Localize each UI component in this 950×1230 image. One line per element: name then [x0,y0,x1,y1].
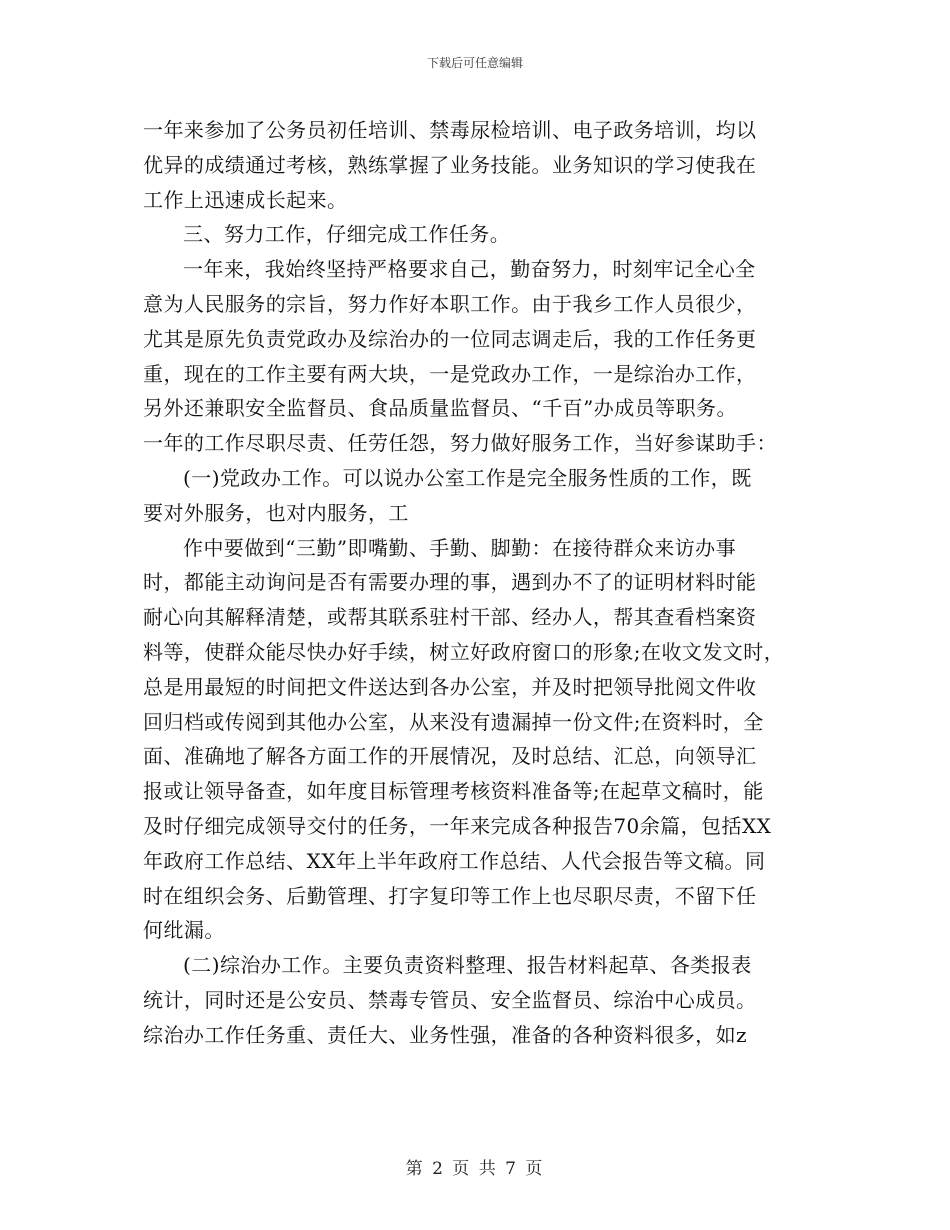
body-line: 年政府工作总结、XX年上半年政府工作总结、人代会报告等文稿。同 [143,848,766,873]
body-line: 一年的工作尽职尽责、任劳任怨，努力做好服务工作，当好参谋助手： [143,431,777,456]
body-line: 尤其是原先负责党政办及综治办的一位同志调走后，我的工作任务更 [143,326,757,351]
body-line: 耐心向其解释清楚，或帮其联系驻村干部、经办人，帮其查看档案资 [143,605,757,630]
body-line: 报或让领导备查，如年度目标管理考核资料准备等;在起草文稿时，能 [143,779,764,804]
body-line: 工作上迅速成长起来。 [143,187,348,212]
body-line: 时在组织会务、后勤管理、打字复印等工作上也尽职尽责，不留下任 [143,883,757,908]
body-line: 总是用最短的时间把文件送达到各办公室，并及时把领导批阅文件收 [143,674,757,699]
body-line: 料等，使群众能尽快办好手续，树立好政府窗口的形象;在收文发文时， [143,639,785,664]
body-line: 回归档或传阅到其他办公室，从来没有遗漏掉一份文件;在资料时，全 [143,709,764,734]
body-line: 一年来参加了公务员初任培训、禁毒尿检培训、电子政务培训，均以 [143,118,757,142]
body-line: 面、准确地了解各方面工作的开展情况，及时总结、汇总，向领导汇 [143,744,757,769]
body-line: 意为人民服务的宗旨，努力作好本职工作。由于我乡工作人员很少， [143,291,757,316]
document-body [143,113,823,1053]
body-line: 作中要做到“三勤”即嘴勤、手勤、脚勤：在接待群众来访办事 [183,535,737,560]
body-line: (二)综治办工作。主要负责资料整理、报告材料起草、各类报表 [183,953,752,978]
body-line: 优异的成绩通过考核，熟练掌握了业务技能。业务知识的学习使我在 [143,152,757,177]
body-line: 重，现在的工作主要有两大块，一是党政办工作，一是综治办工作， [143,361,757,386]
body-line: 统计，同时还是公安员、禁毒专管员、安全监督员、综治中心成员。 [143,987,757,1012]
body-line: 一年来，我始终坚持严格要求自己，勤奋努力，时刻牢记全心全 [183,257,756,282]
page-header-note: 下载后可任意编辑 [426,56,523,70]
body-line: 及时仔细完成领导交付的任务，一年来完成各种报告70余篇，包括XX [143,813,772,838]
body-line: 要对外服务，也对内服务，工 [143,500,409,525]
body-line: 时，都能主动询问是否有需要办理的事，遇到办不了的证明材料时能 [143,570,757,595]
body-line: 何纰漏。 [143,918,225,943]
body-line: 另外还兼职安全监督员、食品质量监督员、“千百”办成员等职务。 [143,396,737,421]
body-line: 三、努力工作，仔细完成工作任务。 [183,222,511,247]
body-line: 综治办工作任务重、责任大、业务性强，准备的各种资料很多，如z [143,1022,748,1047]
body-line: (一)党政办工作。可以说办公室工作是完全服务性质的工作，既 [183,465,752,490]
page-number-footer: 第 2 页 共 7 页 [405,1159,545,1179]
